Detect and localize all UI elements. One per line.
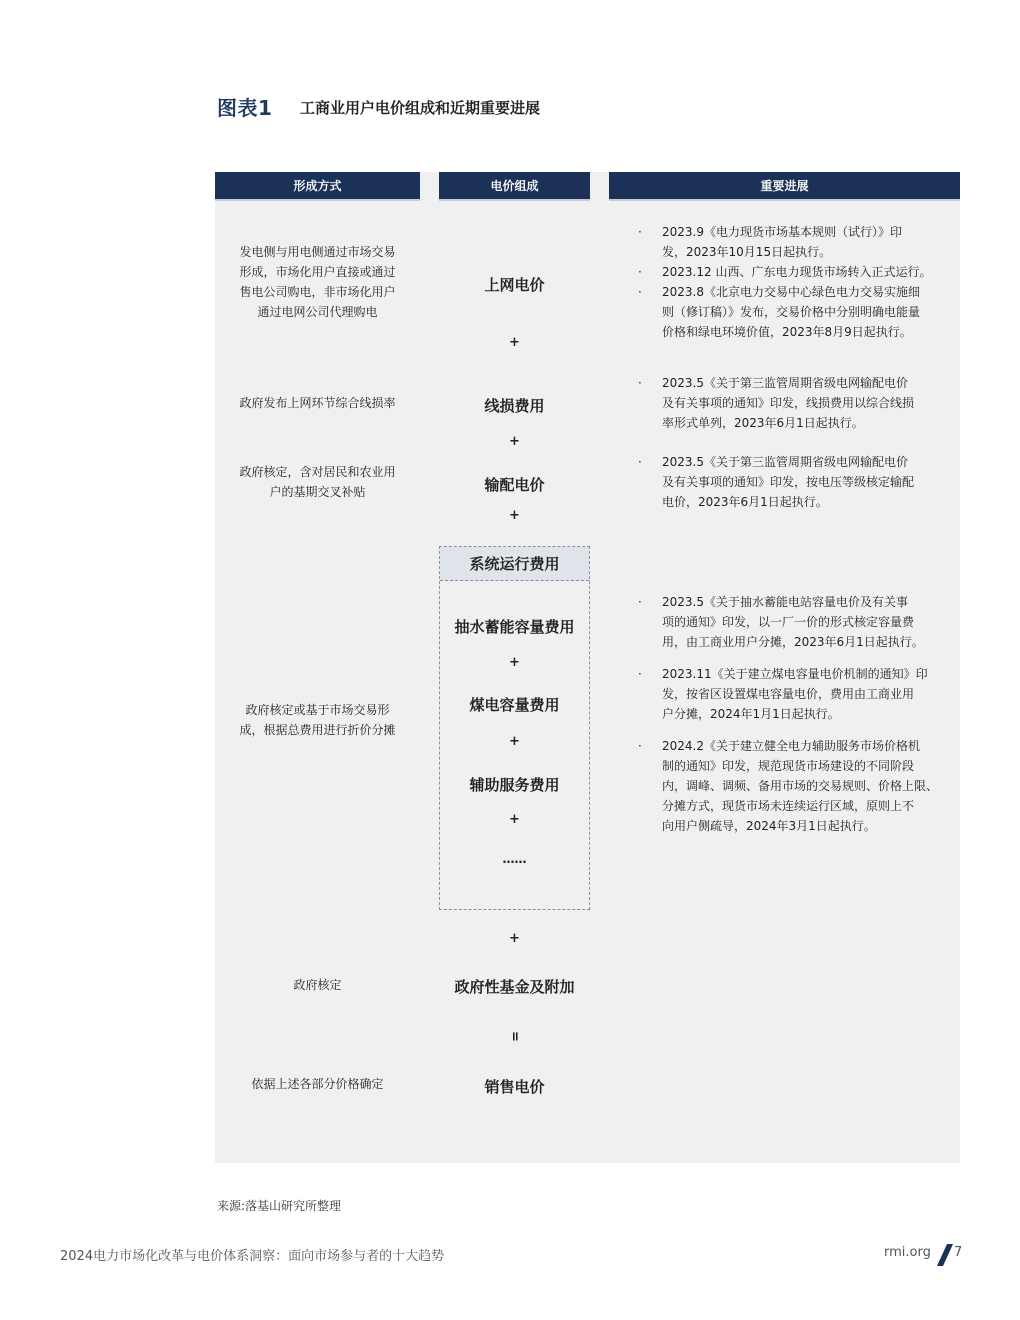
formation-panel (215, 200, 420, 1163)
plus-sign: + (509, 655, 520, 670)
plus-sign: + (509, 812, 520, 827)
comp-retail-price: 销售电价 (484, 1078, 545, 1096)
formation-6: 依据上述各部分价格确定 (251, 1077, 384, 1091)
footer-title: 2024电力市场化改革与电价体系洞察：面向市场参与者的十大趋势 (60, 1249, 445, 1264)
comp-gov-funds: 政府性基金及附加 (454, 978, 575, 996)
plus-sign: + (509, 335, 520, 350)
formation-4: 政府核定或基于市场交易形 成，根据总费用进行折价分摊 (239, 703, 396, 737)
comp-coal-capacity: 煤电容量费用 (469, 696, 560, 714)
plus-sign: + (509, 734, 520, 749)
progress-item: · 2023.5《关于第三监管周期省级电网输配电价 及有关事项的通知》印发，线损费用以综合线损 率形式单列，2023年6月1日起执行。 (638, 376, 915, 430)
system-operation-header: 系统运行费用 (440, 547, 589, 581)
progress-item: · 2023.12 山西、广东电力现货市场转入正式运行。 (638, 265, 932, 279)
formation-3: 政府核定，含对居民和农业用 户的基期交叉补贴 (239, 465, 396, 499)
comp-transmission: 输配电价 (484, 476, 545, 494)
header-formation: 形成方式 (215, 172, 420, 199)
slash-divider-icon (937, 1244, 953, 1266)
comp-ellipsis: …… (502, 852, 527, 866)
panel-gap (590, 172, 609, 200)
plus-sign: + (509, 508, 520, 523)
figure-number: 图表1 (217, 96, 273, 120)
formation-1: 发电侧与用电侧通过市场交易 形成，市场化用户直接或通过 售电公司购电，非市场化用户 通过电网公司代理购电 (239, 245, 396, 319)
footer-site-link[interactable]: rmi.org (884, 1245, 931, 1260)
plus-sign: + (509, 931, 520, 946)
progress-item: · 2023.8《北京电力交易中心绿色电力交易实施细 则（修订稿）》发布，交易价格中分别明确电能量 价格和绿电环境价值，2023年8月9日起执行。 (638, 285, 921, 339)
panel-gap (420, 172, 439, 200)
progress-item: · 2024.2《关于建立健全电力辅助服务市场价格机 制的通知》印发，规范现货市场建设的不同阶段 内，调峰、调频、备用市场的交易规则、价格上限、 分摊方式，现货市场未连续运行区域，原则上不 向用户侧疏导，2024年3月1日起执行。 (638, 739, 939, 833)
header-composition: 电价组成 (439, 172, 590, 199)
formation-2: 政府发布上网环节综合线损率 (239, 396, 396, 410)
progress-item: · 2023.5《关于抽水蓄能电站容量电价及有关事 项的通知》印发，以一厂一价的形式核定容量费 用，由工商业用户分摊，2023年6月1日起执行。 (638, 595, 924, 649)
figure-title: 工商业用户电价组成和近期重要进展 (300, 99, 541, 117)
comp-grid-price: 上网电价 (484, 276, 545, 294)
page-number: 7 (954, 1245, 963, 1260)
progress-item: · 2023.5《关于第三监管周期省级电网输配电价 及有关事项的通知》印发，按电压等级核定输配 电价，2023年6月1日起执行。 (638, 455, 915, 509)
comp-ancillary: 辅助服务费用 (469, 776, 560, 794)
plus-sign: + (509, 434, 520, 449)
progress-item: · 2023.9《电力现货市场基本规则（试行）》印 发，2023年10月15日起执行。 (638, 225, 902, 259)
source-note: 来源:落基山研究所整理 (217, 1199, 342, 1213)
header-progress: 重要进展 (609, 172, 960, 199)
comp-line-loss: 线损费用 (484, 397, 545, 415)
comp-pumped-storage: 抽水蓄能容量费用 (454, 618, 575, 636)
equals-sign: = (507, 1031, 522, 1042)
progress-item: · 2023.11《关于建立煤电容量电价机制的通知》印 发，按省区设置煤电容量电价，费用由工商业用 户分摊，2024年1月1日起执行。 (638, 667, 928, 721)
formation-5: 政府核定 (293, 978, 342, 992)
